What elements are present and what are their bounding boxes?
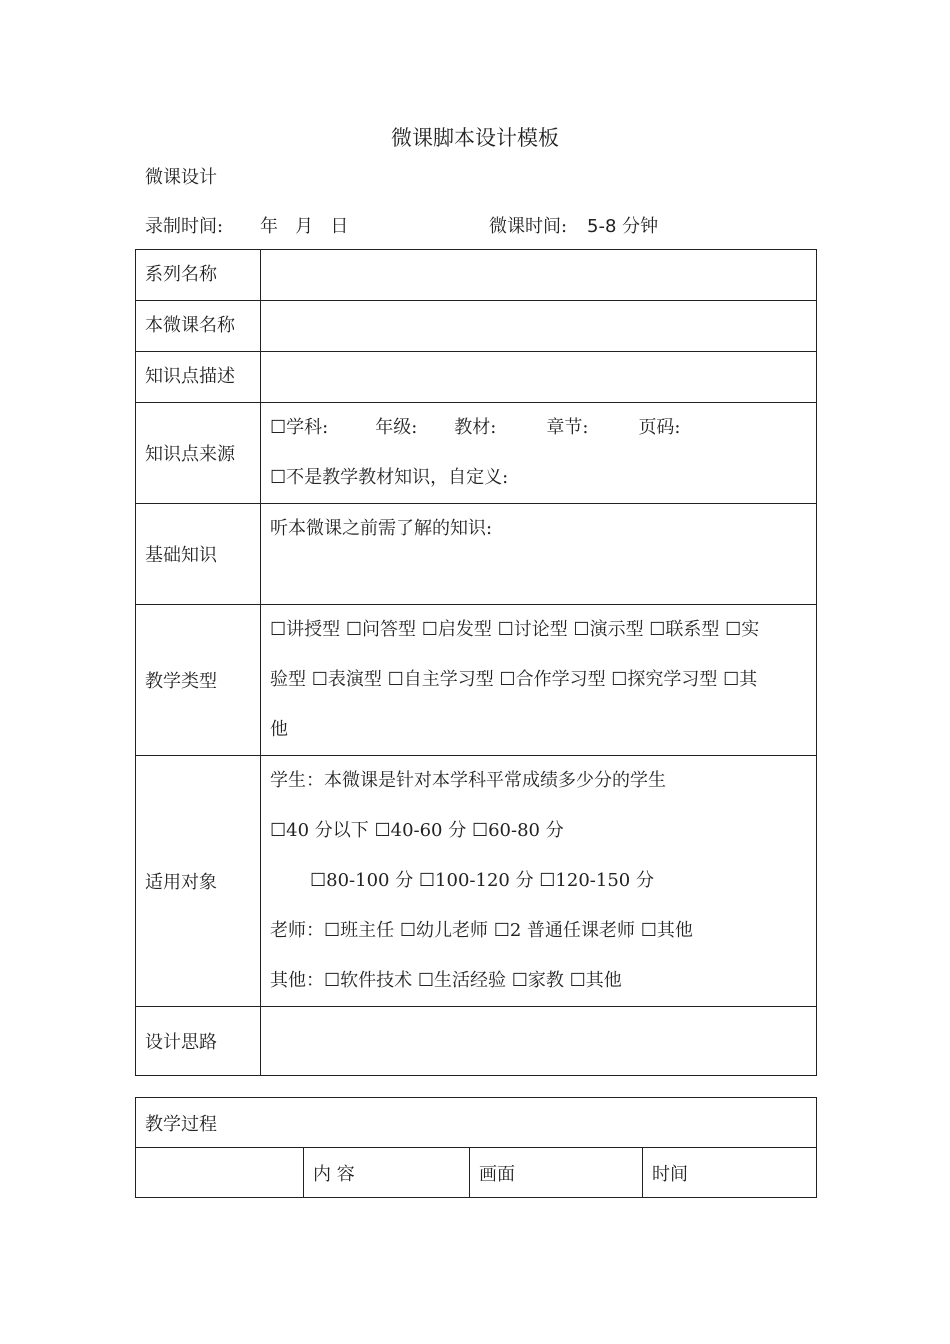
name-label: 本微课名称 (136, 301, 261, 352)
type-line: 他 (270, 719, 288, 740)
table-row (136, 1098, 817, 1148)
target-line: ☐40 分以下 ☐40-60 分 ☐60-80 分 (270, 820, 564, 841)
duration-unit: 分钟 (616, 216, 659, 237)
basic-cell[interactable] (261, 504, 817, 605)
document-title: 微课脚本设计模板 (391, 126, 559, 150)
source-page: 页码: (638, 417, 681, 438)
table-row (136, 352, 817, 403)
design-label: 设计思路 (136, 1007, 261, 1076)
target-line: 其他：☐软件技术 ☐生活经验 ☐家教 ☐其他 (270, 970, 622, 991)
source-label: 知识点来源 (136, 403, 261, 504)
source-grade: 年级: (375, 417, 418, 438)
basic-text: 听本微课之前需了解的知识: (270, 518, 493, 539)
type-cell[interactable] (261, 605, 817, 756)
design-value-cell[interactable] (261, 1007, 817, 1076)
target-line: 老师：☐班主任 ☐幼儿老师 ☐2 普通任课老师 ☐其他 (270, 920, 693, 941)
series-label: 系列名称 (136, 250, 261, 301)
table-row (136, 605, 817, 756)
table-row (136, 1148, 817, 1198)
type-line: ☐讲授型 ☐问答型 ☐启发型 ☐讨论型 ☐演示型 ☐联系型 ☐实 (270, 619, 760, 640)
record-time-label: 录制时间: (145, 216, 224, 237)
name-value-cell[interactable] (261, 301, 817, 352)
table-row (136, 403, 817, 504)
meta-row (145, 212, 815, 240)
duration-label: 微课时间: (489, 216, 568, 237)
desc-label: 知识点描述 (136, 352, 261, 403)
table-row (136, 250, 817, 301)
design-table (135, 249, 817, 1076)
section-subtitle: 微课设计 (145, 167, 217, 188)
process-header-content: 内 容 (304, 1148, 470, 1198)
source-subject: ☐学科: (270, 417, 329, 438)
series-value-cell[interactable] (261, 250, 817, 301)
desc-value-cell[interactable] (261, 352, 817, 403)
type-label: 教学类型 (136, 605, 261, 756)
target-line: ☐80-100 分 ☐100-120 分 ☐120-150 分 (310, 870, 654, 891)
process-header-time: 时间 (643, 1148, 817, 1198)
process-header-blank (136, 1148, 304, 1198)
source-chapter: 章节: (546, 417, 589, 438)
basic-label: 基础知识 (136, 504, 261, 605)
process-title: 教学过程 (136, 1098, 817, 1148)
target-cell[interactable] (261, 756, 817, 1007)
duration-number: 5-8 (587, 216, 617, 237)
record-time-value: 年 月 日 (260, 216, 349, 237)
source-cell[interactable] (261, 403, 817, 504)
process-table (135, 1097, 817, 1198)
duration-value (587, 212, 658, 238)
table-row (136, 1007, 817, 1076)
table-row (136, 504, 817, 605)
source-custom: ☐不是教学教材知识，自定义: (270, 467, 509, 488)
source-textbook: 教材: (454, 417, 497, 438)
table-row (136, 756, 817, 1007)
target-line: 学生：本微课是针对本学科平常成绩多少分的学生 (270, 770, 666, 791)
process-header-screen: 画面 (470, 1148, 643, 1198)
type-line: 验型 ☐表演型 ☐自主学习型 ☐合作学习型 ☐探究学习型 ☐其 (270, 669, 758, 690)
target-label: 适用对象 (136, 756, 261, 1007)
table-row (136, 301, 817, 352)
source-fields (270, 403, 807, 453)
